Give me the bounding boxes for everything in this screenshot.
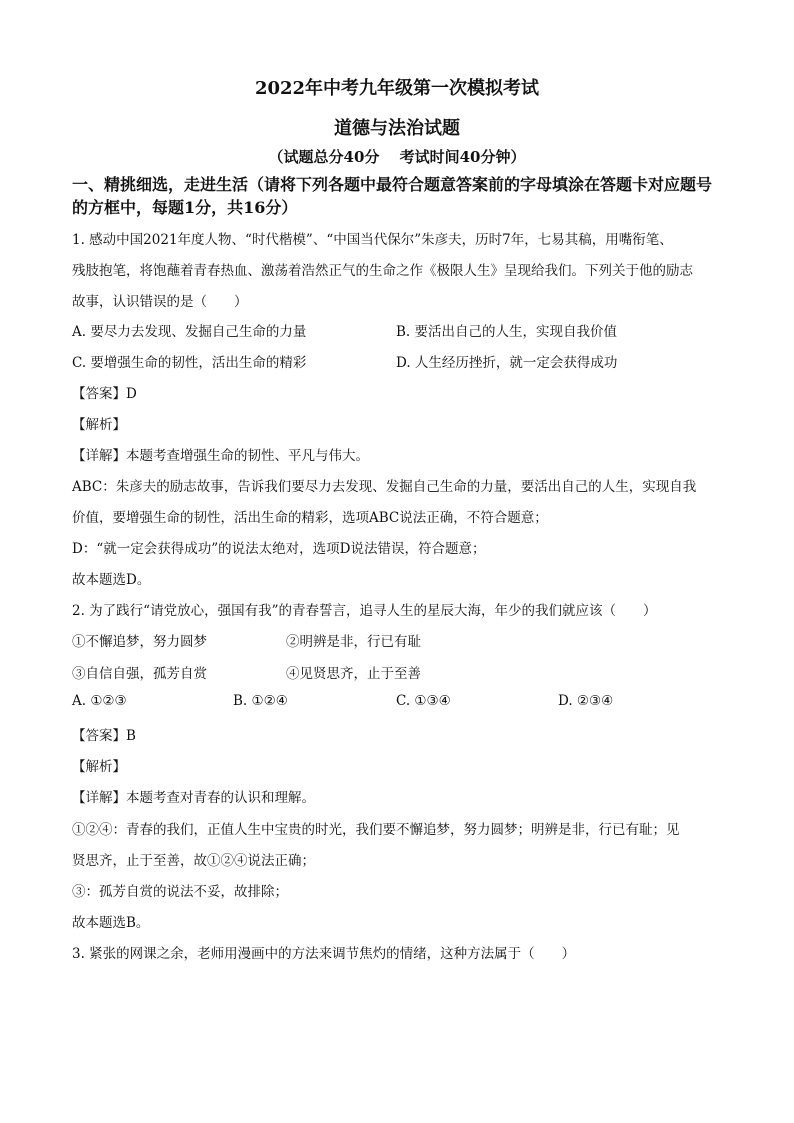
q2-option-b: B. ①②④ [233,693,288,709]
q1-option-d: D. 人生经历挫折，就一定会获得成功 [396,355,618,371]
q2-stem: 2. 为了践行“请党放心，强国有我”的青春誓言，追寻人生的星辰大海，年少的我们就应该（ ） [72,603,657,619]
q2-statement-2: ②明辨是非，行已有耻 [286,634,421,650]
q1-option-c: C. 要增强生命的韧性，活出生命的精彩 [72,355,307,371]
q1-stem-line3: 故事，认识错误的是（ ） [72,294,248,310]
q2-statement-3: ③自信自强，孤芳自赏 [72,666,207,682]
q2-analysis-label: 【解析】 [72,759,126,775]
q2-statement-1: ①不懈追梦，努力圆梦 [72,634,207,650]
q1-stem-line2: 残肢抱笔，将饱蘸着青春热血、激荡着浩然正气的生命之作《极限人生》呈现给我们。下列关于他的励志 [72,263,693,279]
q2-statement-4: ④见贤思齐，止于至善 [286,666,421,682]
q1-stem-line1: 1. 感动中国2021年度人物、“时代楷模”、“中国当代保尔”朱彦夫，历时7年，七易其稿，用嘴衔笔、 [72,232,673,248]
q1-option-b: B. 要活出自己的人生，实现自我价值 [396,324,618,340]
q1-analysis-label: 【解析】 [72,417,126,433]
q2-explanation-line3: ③：孤芳自赏的说法不妥，故排除； [72,884,288,900]
q1-answer: 【答案】D [72,386,137,402]
q1-detail: 【详解】本题考查增强生命的韧性、平凡与伟大。 [72,448,369,464]
q3-stem: 3. 紧张的网课之余，老师用漫画中的方法来调节焦灼的情绪，这种方法属于（ ） [72,946,576,962]
q1-option-a: A. 要尽力去发现、发掘自己生命的力量 [72,324,307,340]
exam-title: 2022年中考九年级第一次模拟考试 [254,78,540,99]
q1-explanation-line1: ABC：朱彦夫的励志故事，告诉我们要尽力去发现、发掘自己生命的力量，要活出自己的人生，实现自我 [72,479,697,495]
q1-explanation-line3: D：“就一定会获得成功”的说法太绝对，选项D说法错误，符合题意； [72,541,486,557]
q2-conclusion: 故本题选B。 [72,915,150,931]
q2-option-d: D. ②③④ [558,693,614,709]
q2-explanation-line1: ①②④：青春的我们，正值人生中宝贵的时光，我们要不懈追梦，努力圆梦；明辨是非，行已有耻；见 [72,822,680,838]
subject-title: 道德与法治试题 [334,118,460,139]
q1-conclusion: 故本题选D。 [72,572,151,588]
q2-explanation-line2: 贤思齐，止于至善，故①②④说法正确； [72,853,315,869]
q2-option-c: C. ①③④ [396,693,451,709]
q1-explanation-line2: 价值，要增强生命的韧性，活出生命的精彩，选项ABC说法正确，不符合题意； [72,510,548,526]
q2-answer: 【答案】B [72,728,136,744]
section-heading-line1: 一、精挑细选，走进生活（请将下列各题中最符合题意答案前的字母填涂在答题卡对应题号 [72,175,713,194]
q2-option-a: A. ①②③ [72,693,127,709]
section-heading-line2: 的方框中，每题1分，共16分） [72,198,298,217]
exam-info: （试题总分40分 考试时间40分钟） [268,148,526,166]
q2-detail: 【详解】本题考查对青春的认识和理解。 [72,790,315,806]
